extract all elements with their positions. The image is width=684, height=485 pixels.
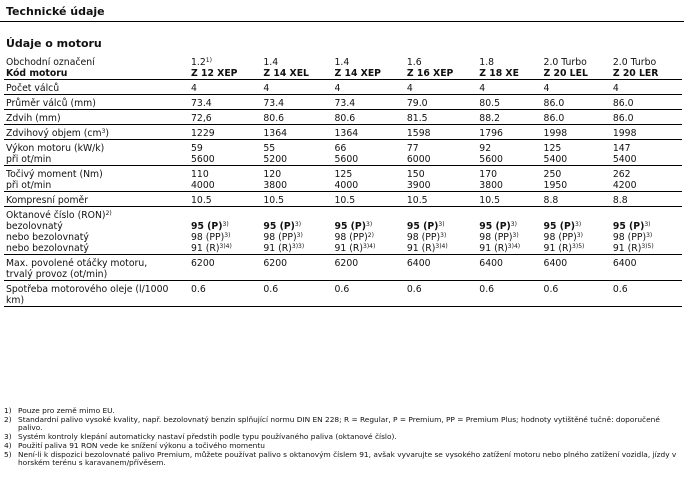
header-cell: 1.4 [334,57,350,68]
cell: 0.6 [333,284,405,307]
cell: 1364 [261,128,332,140]
row-label: Výkon motoru (kW/k) [6,143,105,154]
row-sub-label: při ot/min [4,154,189,166]
cell: 95 $(P)^{3)}$ [191,221,229,232]
cell: 91 $(R)^{3)4)}$ [405,243,477,255]
cell: 4 [477,83,541,95]
cell: 81.5 [405,113,477,125]
cell: 95 $(P)^{3)}$ [334,221,373,232]
cell: 98 (PP)$^{3)}$ [191,232,231,243]
cell: 6000 [405,154,477,166]
cell: 1598 [405,128,477,140]
cell: 1796 [477,128,541,140]
cell: 147 [612,143,631,154]
cell: 59 [191,143,203,154]
cell: 98 (PP)$^{3)}$ [479,232,519,243]
cell: 95 $(P)^{3)}$ [479,221,517,232]
row-label: Max. povolené otáčky motoru, [6,258,148,269]
cell: 91 $(R)^{3)5)}$ [542,243,611,255]
cell: 79.0 [405,98,477,110]
table-header-names [4,57,682,68]
row-label: Točivý moment (Nm) [6,169,103,180]
header-cell: 2.0 Turbo [612,57,657,68]
cell: 98 (PP)$^{2)}$ [334,232,374,243]
cell: 6200 [334,258,359,269]
cell: 120 [263,169,282,180]
cell: 6400 [479,258,503,269]
cell: 4000 [333,180,405,192]
cell: 3800 [477,180,541,192]
table-row [4,113,682,125]
cell: 86.0 [611,98,682,110]
cell: 1998 [542,128,611,140]
row-label: Průměr válců (mm) [4,98,189,110]
cell: 88.2 [477,113,541,125]
cell: 4 [189,83,261,95]
cell: 80.5 [477,98,541,110]
cell: 1950 [542,180,611,192]
footnote: 5) Není-li k dispozici bezolovnaté palivo Premium, můžete používat palivo s oktanovým číslem 91, avšak vyvarujte se vysokého zatížení motoru nebo plného zatížení vozidla, jízdy v horském terénu s karavanem/přívěsem. [4,449,677,468]
cell: 10.5 [261,195,332,207]
row-label: Zdvih (mm) [4,113,189,125]
cell: 4000 [189,180,261,192]
cell: 66 [334,143,347,154]
row-sub-label: trvalý provoz (ot/min) [4,269,189,281]
footnote: 2) Standardní palivo vysoké kvality, např. bezolovnatý benzin splňující normu DIN EN 228; R = Regular, P = Premium, PP = Premium Plus; hodnoty vytištěné tučně: doporučené palivo. [4,414,660,433]
section-title: Technické údaje [6,5,105,18]
table-row [4,269,682,281]
engine-code: Z 14 XEL [261,68,332,80]
cell: 262 [612,169,631,180]
table-row [4,284,682,307]
footnotes [4,407,680,468]
table-row [4,98,682,110]
footnote: 4) Použití paliva 91 RON vede ke snížení výkonu a točivého momentu [4,440,265,450]
title-divider [0,21,684,22]
cell: 8.8 [542,195,611,207]
table-header-codes [4,68,682,80]
cell: 86.0 [542,98,611,110]
cell: 4 [405,83,477,95]
row-label: Kompresní poměr [4,195,189,207]
cell: 6400 [543,258,568,269]
table-title: Údaje o motoru [6,37,102,50]
table-row [4,83,682,95]
engine-code: Z 14 XEP [333,68,405,80]
table-row [4,210,682,221]
cell: 98 (PP)$^{3)}$ [263,232,303,243]
header-label: Obchodní označení [6,57,95,68]
table-row [4,169,682,180]
cell: 5400 [611,154,682,166]
cell: 6400 [612,258,637,269]
table-row [4,154,682,166]
header-label: Kód motoru [4,68,189,80]
cell: 125 [334,169,353,180]
cell: 72,6 [189,113,261,125]
cell: 0.6 [611,284,682,307]
cell: 98 (PP)$^{3)}$ [612,232,653,243]
cell: 4200 [611,180,682,192]
cell: 6200 [191,258,215,269]
row-label: Počet válců [4,83,189,95]
cell: 92 [479,143,492,154]
cell: 0.6 [405,284,477,307]
cell: 95 $(P)^{3)}$ [406,221,445,232]
cell: 80.6 [261,113,332,125]
table-row [4,258,682,269]
cell: 5600 [189,154,261,166]
cell: 250 [543,169,562,180]
cell: 0.6 [189,284,261,307]
table-row [4,128,682,140]
cell: 0.6 [477,284,541,307]
header-cell: 1.6 [406,57,422,68]
cell: 4 [333,83,405,95]
cell: 125 [543,143,562,154]
footnote-ref: 1) [205,57,212,64]
table-row [4,180,682,192]
cell: 4 [611,83,682,95]
row-sub-label: bezolovnatý [6,221,63,232]
table-row [4,221,682,232]
cell: 98 (PP)$^{3)}$ [406,232,447,243]
table-row [4,243,682,255]
cell: 4 [261,83,332,95]
cell: 5600 [333,154,405,166]
cell: 77 [406,143,419,154]
cell: 1998 [611,128,682,140]
cell: 95 $(P)^{3)}$ [263,221,302,232]
engine-code: Z 12 XEP [189,68,261,80]
row-label: Oktanové číslo (RON)$^{2)}$ [6,210,112,221]
row-sub-label: nebo bezolovnatý [4,243,189,255]
engine-code: Z 16 XEP [405,68,477,80]
cell: 91 $(R)^{3)5)}$ [611,243,682,255]
cell: 95 $(P)^{3)}$ [543,221,582,232]
cell: 6400 [406,258,431,269]
cell: 73.4 [333,98,405,110]
header-cell: 1.4 [263,57,279,68]
cell: 1364 [333,128,405,140]
cell: 1229 [189,128,261,140]
cell: 73.4 [261,98,332,110]
cell: 10.5 [405,195,477,207]
cell: 10.5 [189,195,261,207]
cell: 150 [406,169,425,180]
cell: 4 [542,83,611,95]
footnote: 1) Pouze pro země mimo EU. [4,406,115,415]
cell: 73.4 [189,98,261,110]
engine-code: Z 20 LEL [542,68,611,80]
cell: 110 [191,169,209,180]
cell: 5400 [542,154,611,166]
cell: 91 $(R)^{3)4)}$ [477,243,541,255]
engine-code: Z 20 LER [611,68,682,80]
engine-data-table [4,57,682,307]
header-cell [189,57,261,68]
footnote: 3) Systém kontroly klepání automaticky nastaví předstih podle typu používaného paliva (oktanové číslo). [4,432,397,442]
cell: 91 $(R)^{3)4)}$ [333,243,405,255]
header-cell: 1.8 [479,57,495,68]
header-name: 1.2 [191,57,206,68]
table-row [4,195,682,207]
header-cell: 2.0 Turbo [543,57,587,68]
cell: 10.5 [477,195,541,207]
cell: 6200 [263,258,288,269]
row-sub-label: při ot/min [4,180,189,192]
cell: 3900 [405,180,477,192]
cell: 86.0 [611,113,682,125]
cell: 0.6 [261,284,332,307]
row-sub-label: nebo bezolovnatý [6,232,89,243]
cell: 10.5 [333,195,405,207]
cell: 0.6 [542,284,611,307]
row-label: Zdvihový objem $(cm^3)$ [4,128,189,140]
table-row [4,232,682,243]
cell: 98 (PP)$^{3)}$ [543,232,583,243]
cell: 5600 [477,154,541,166]
cell: 91 $(R)^{3)4)}$ [189,243,261,255]
cell: 8.8 [611,195,682,207]
cell: 5200 [261,154,332,166]
cell: 80.6 [333,113,405,125]
cell: 95 $(P)^{3)}$ [612,221,651,232]
table-row [4,143,682,154]
cell: 86.0 [542,113,611,125]
row-label: Spotřeba motorového oleje (l/1000 km) [4,284,189,307]
cell: 3800 [261,180,332,192]
cell: 170 [479,169,498,180]
engine-code: Z 18 XE [477,68,541,80]
cell: 55 [263,143,276,154]
cell: 91 $(R)^{3)3)}$ [261,243,332,255]
